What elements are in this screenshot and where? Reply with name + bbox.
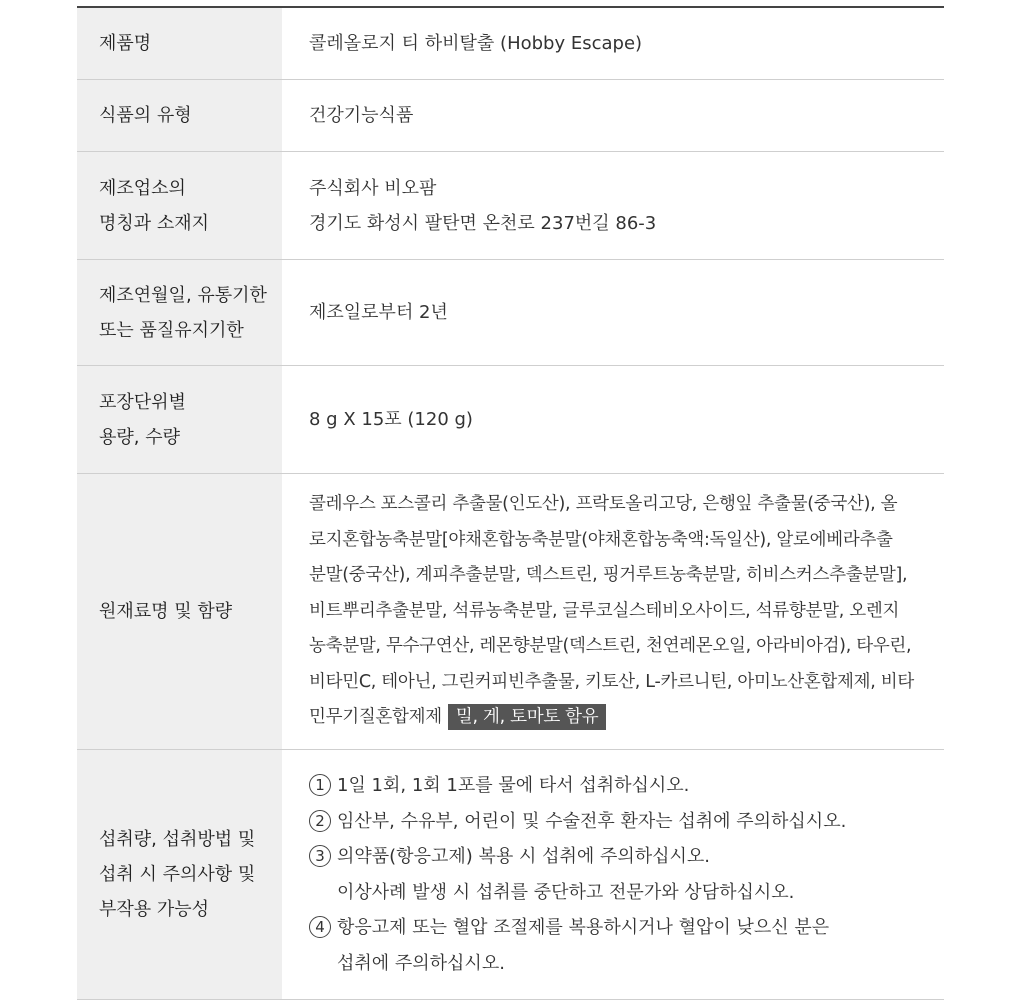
- note-item: [309, 804, 924, 840]
- food-type-value: 건강기능식품: [309, 105, 414, 126]
- ingredients-line-last: [309, 700, 930, 736]
- intake-label-line: 섭취량, 섭취방법 및: [99, 829, 256, 850]
- ingredients-line: 민무기질혼합제제: [309, 707, 442, 728]
- note-text: 이상사례 발생 시 섭취를 중단하고 전문가와 상담하십시오.: [337, 881, 795, 903]
- note-item: [309, 768, 924, 804]
- expiry-label-line: 제조연월일, 유통기한: [99, 284, 267, 306]
- package-label-line: 용량, 수량: [99, 426, 180, 448]
- note-item: [309, 910, 924, 981]
- circled-number-icon: 1: [309, 774, 331, 796]
- circled-number-icon: 2: [309, 810, 331, 832]
- ingredients-line: 로지혼합농축분말[야채혼합농축분말(야채혼합농축액:독일산), 알로에베라추출: [309, 529, 893, 550]
- ingredients-value: [282, 474, 944, 749]
- expiry-value: 제조일로부터 2년: [309, 302, 448, 323]
- intake-notes: [282, 750, 944, 999]
- row-ingredients: [77, 474, 944, 750]
- circled-number-icon: 3: [309, 845, 331, 867]
- product-name-value: 콜레올로지 티 하비탈출 (Hobby Escape): [309, 33, 643, 54]
- expiry-label: [77, 260, 282, 365]
- ingredients-label: 원재료명 및 함량: [77, 474, 282, 749]
- manufacturer-label: [77, 152, 282, 259]
- intake-label-line: 섭취 시 주의사항 및: [99, 864, 256, 885]
- ingredients-line: 비트뿌리추출분말, 석류농축분말, 글루코실스테비오사이드, 석류향분말, 오렌지: [309, 600, 900, 621]
- ingredients-line: 콜레우스 포스콜리 추출물(인도산), 프락토올리고당, 은행잎 추출물(중국산), 올: [309, 494, 898, 515]
- manufacturer-name: 주식회사 비오팜: [309, 177, 437, 199]
- ingredients-line: 분말(중국산), 계피추출분말, 덱스트린, 핑거루트농축분말, 히비스커스추출분말],: [309, 565, 908, 586]
- expiry-label-line: 또는 품질유지기한: [99, 319, 244, 341]
- note-text: 1일 1회, 1회 1포를 물에 타서 섭취하십시오.: [337, 775, 690, 796]
- note-item: [309, 839, 924, 910]
- ingredients-line: 농축분말, 무수구연산, 레몬향분말(덱스트린, 천연레몬오일, 아라비아검), 타우린,: [309, 636, 912, 657]
- row-package: [77, 366, 944, 474]
- manufacturer-value: [282, 152, 944, 259]
- circled-number-icon: 4: [309, 916, 331, 938]
- allergen-badge: 밀, 게, 토마토 함유: [448, 704, 607, 730]
- note-text: 임산부, 수유부, 어린이 및 수술전후 환자는 섭취에 주의하십시오.: [337, 810, 847, 832]
- package-label: [77, 366, 282, 473]
- row-expiry: [77, 260, 944, 366]
- manufacturer-address: 경기도 화성시 팔탄면 온천로 237번길 86-3: [309, 212, 657, 234]
- manufacturer-label-line: 명칭과 소재지: [99, 212, 210, 234]
- ingredients-line: 비타민C, 테아닌, 그린커피빈추출물, 키토산, L-카르니틴, 아미노산혼합제제, 비타: [309, 671, 914, 692]
- food-type-label: 식품의 유형: [77, 80, 282, 151]
- row-food-type: [77, 80, 944, 152]
- product-info-table: [77, 6, 944, 1000]
- intake-label-line: 부작용 가능성: [99, 899, 210, 920]
- intake-label: [77, 750, 282, 999]
- product-name-label: 제품명: [77, 8, 282, 79]
- note-text: 의약품(항응고제) 복용 시 섭취에 주의하십시오.: [337, 846, 711, 867]
- note-text: 섭취에 주의하십시오.: [337, 952, 505, 974]
- package-label-line: 포장단위별: [99, 391, 186, 413]
- row-product-name: [77, 8, 944, 80]
- package-value: 8 g X 15포 (120 g): [309, 409, 473, 430]
- row-manufacturer: [77, 152, 944, 260]
- note-text: 항응고제 또는 혈압 조절제를 복용하시거나 혈압이 낮으신 분은: [337, 917, 830, 938]
- row-intake: [77, 750, 944, 1000]
- manufacturer-label-line: 제조업소의: [99, 177, 186, 199]
